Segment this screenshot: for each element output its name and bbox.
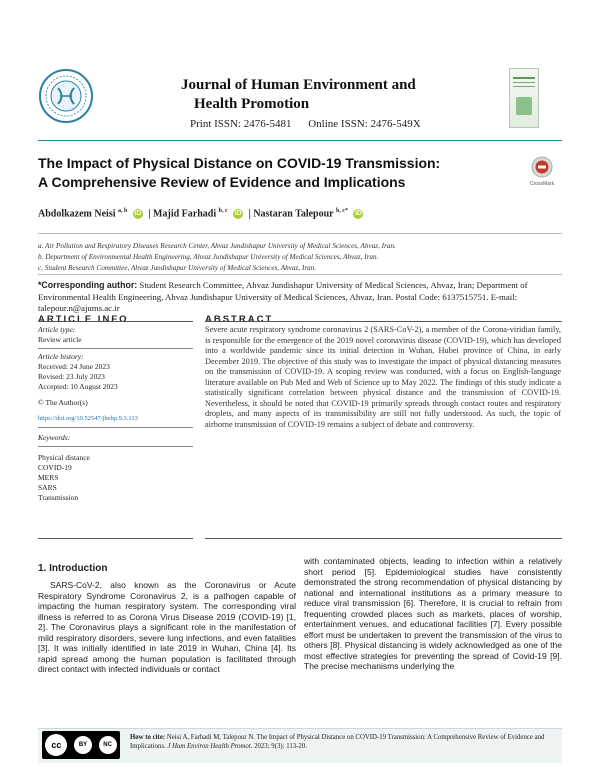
intro-paragraph-right: with contaminated objects, leading to infection within a relatively short period [5]. Epidemiological studies have consistently demonstrated the strong recommendation of physical distancing by national and international institutions as a primary measure to reduce viral transmission [6]. Therefore, it is crucial to refrain from frequenting crowded places such as markets, places of worship, entertainment venues, and educational facilities [7]. Every possible effort must be undertaken to prevent the transmission of the virus to others [8]. Physical distancing is widely acknowledged as one of the most effective strategies for preventing the spread of Covid-19 [9]. The precise mechanisms underlying the <box>304 556 562 671</box>
cc-license-badge[interactable] <box>42 731 120 759</box>
affiliation-divider <box>38 274 562 275</box>
author-line <box>38 208 366 219</box>
article-info-panel <box>38 325 193 503</box>
keyword-item: Physical distance <box>38 453 90 462</box>
received-date: Received: 24 June 2023 <box>38 362 110 371</box>
journal-title <box>181 76 416 114</box>
author-name: Majid Farhadi <box>153 208 217 220</box>
by-icon: BY <box>74 736 92 754</box>
revised-date: Revised: 23 July 2023 <box>38 372 105 381</box>
affiliations <box>38 241 396 274</box>
keyword-item: MERS <box>38 473 59 482</box>
online-issn: Online ISSN: 2476-549X <box>308 118 421 130</box>
header-divider <box>38 140 562 141</box>
article-title-line2: A Comprehensive Review of Evidence and Implications <box>38 174 406 190</box>
keyword-item: SARS <box>38 483 57 492</box>
nc-icon: NC <box>99 736 117 754</box>
issn-line <box>190 118 435 130</box>
accepted-date: Accepted: 10 August 2023 <box>38 382 118 391</box>
intro-paragraph-left: SARS-CoV-2, also known as the Coronavirus or Acute Respiratory Syndrome Coronavirus 2, is a pathogen capable of impacting the human respiratory system. The corresponding viral illness is referred to as Corona Virus Disease 2019 (COVID-19) [1, 2]. The Coronavirus plays a significant role in the manifestation of mild respiratory disorders, severe lung infections, and even fatalities [3]. It was initially identified in late 2019 in Wuhan, China [4]. Its rapid spread among the human population is facilitated through direct contact with infected individuals or contact <box>38 580 296 674</box>
author-separator: | <box>248 208 251 220</box>
abstract-heading: ABSTRACT <box>205 314 274 325</box>
journal-cover-image <box>509 68 539 128</box>
article-type-value: Review article <box>38 335 82 344</box>
article-history-label: Article history: <box>38 352 84 361</box>
author-affiliation-sup: b, c* <box>335 208 348 214</box>
corresponding-text: Student Research Committee, Ahvaz Jundishapur University of Medical Sciences, Ahvaz, Iran; Department of Environmental Health Engineering, Ahvaz Jundishapur University of Medical Sciences, Ahvaz, Iran. Postal Code: 6137515751. E-mail: talepour.n@ajums.ac.ir <box>38 280 528 313</box>
author-affiliation-sup: a, b <box>118 208 128 214</box>
copyright: © The Author(s) <box>38 398 88 407</box>
article-info-rule <box>38 321 193 322</box>
article-info-heading: ARTICLE INFO <box>38 314 129 325</box>
author-name: Nastaran Talepour <box>253 208 334 220</box>
article-title <box>38 154 508 192</box>
cite-label: How to cite: <box>130 734 166 741</box>
journal-title-line2: Health Promotion <box>194 96 310 112</box>
intro-column-left <box>38 580 296 675</box>
print-issn: Print ISSN: 2476-5481 <box>190 118 292 130</box>
cc-icon: cc <box>45 734 67 756</box>
affiliation-item: a. Air Pollution and Respiratory Diseases Research Center, Ahvaz Jundishapur University of Medical Sciences, Ahvaz, Iran. <box>38 242 396 250</box>
article-history-group <box>38 352 193 428</box>
journal-title-line1: Journal of Human Environment and <box>181 77 416 93</box>
orcid-icon[interactable]: iD <box>134 210 142 218</box>
crossmark-label: CrossMark <box>529 181 555 187</box>
authors-divider <box>38 233 562 234</box>
abstract-body <box>205 325 561 430</box>
abstract-text: Severe acute respiratory syndrome coronavirus 2 (SARS-CoV-2), a member of the Corona-viridian family, is responsible for the emergence of the 2019 novel coronavirus disease (COVID-19), which has developed into a worldwide pandemic since its initial detection in Wuhan, Hubei province of China, in early December 2019. The objective of this study was to investigate the impact of physical distancing measures on the transmission of COVID-19. A scoping review was conducted, with a focus on English-language literature available on Pub Med and Web of Science up to May 2022. The findings of this study indicate a statistically significant correlation between physical distance and the transmission of COVID-19. Nevertheless, it should be noted that COVID-19 primarily spreads through contact routes and respiratory droplets, and many aspects of its transmissibility are still not fully understood. As such, the topic of airborne transmission of COVID-19 remains a subject of debate and controversy. <box>205 325 561 429</box>
affiliation-item: c. Student Research Committee, Ahvaz Jundishapur University of Medical Sciences, Ahvaz, Iran. <box>38 264 317 272</box>
cite-volume: 2023; 9(3): 113-20. <box>254 743 307 750</box>
keywords-group <box>38 431 193 503</box>
crossmark-icon <box>531 156 553 178</box>
article-info-end-rule <box>38 538 193 539</box>
how-to-cite <box>130 733 555 751</box>
keyword-item: COVID-19 <box>38 463 72 472</box>
doi-link[interactable]: https://doi.org/10.52547/jhehp.9.3.113 <box>38 415 138 422</box>
affiliation-item: b. Department of Environmental Health Engineering, Ahvaz Jundishapur University of Medical Sciences, Ahvaz, Iran. <box>38 253 379 261</box>
orcid-icon[interactable]: iD <box>234 210 242 218</box>
author-separator: | <box>148 208 151 220</box>
cite-journal: J Hum Environ Health Promot. <box>167 743 253 750</box>
intro-column-right <box>304 556 562 672</box>
keywords-label: Keywords: <box>38 433 193 447</box>
cite-text: Neisi A, Farhadi M, Talepour N. The Impact of Physical Distance on COVID-19 Transmission: A Comprehensive Review of Evidence and Implications. <box>130 734 545 750</box>
author-name: Abdolkazem Neisi <box>38 208 116 220</box>
introduction-heading: 1. Introduction <box>38 563 108 574</box>
abstract-rule <box>205 321 562 322</box>
abstract-end-rule <box>205 538 562 539</box>
orcid-icon[interactable]: iD <box>354 210 362 218</box>
article-type-group <box>38 325 193 349</box>
article-type-label: Article type: <box>38 325 76 334</box>
author-affiliation-sup: b, c <box>218 208 228 214</box>
article-title-line1: The Impact of Physical Distance on COVID-19 Transmission: <box>38 155 441 171</box>
corresponding-label: *Corresponding author: <box>38 280 138 290</box>
journal-logo <box>38 68 94 124</box>
keyword-item: Transmission <box>38 493 79 502</box>
crossmark-badge[interactable] <box>527 156 557 187</box>
